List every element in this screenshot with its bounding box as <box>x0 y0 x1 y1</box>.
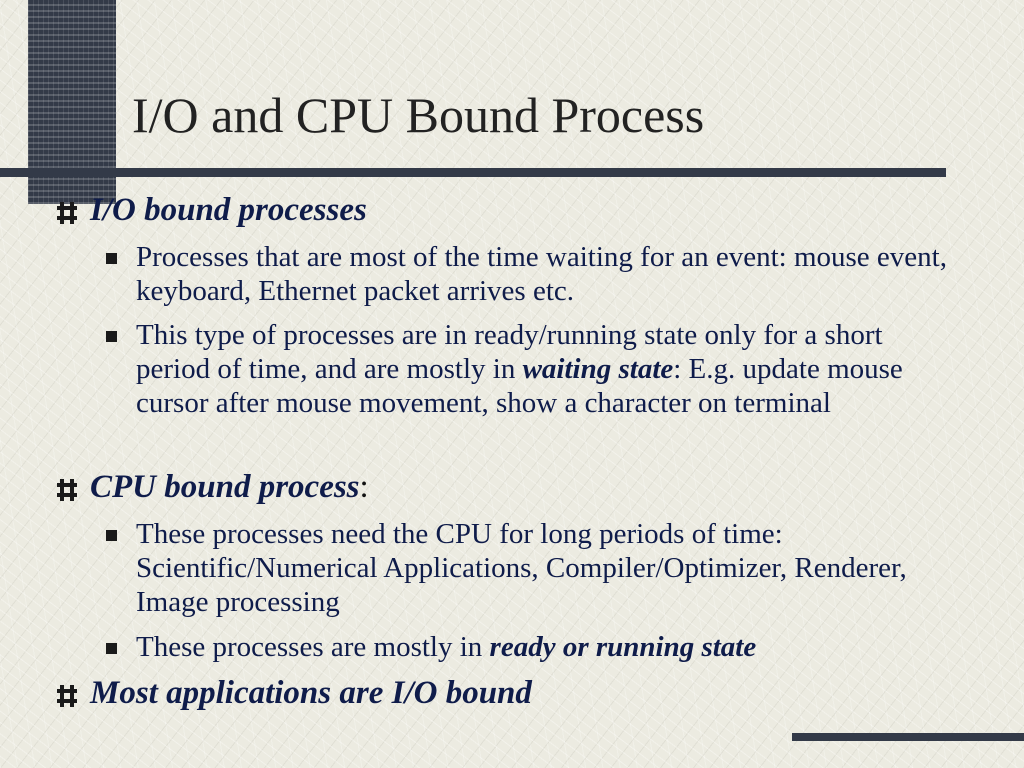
list-item: Processes that are most of the time waiting for an event: mouse event, keyboard, Ethernet packet arrives etc. <box>136 241 947 307</box>
list-item: These processes need the CPU for long periods of time: Scientific/Numerical Applications, Compiler/Optimizer, Renderer, Image processing <box>136 518 907 618</box>
hash-bullet-icon <box>55 684 79 708</box>
list-item: This type of processes are in ready/running state only for a short period of time, and are mostly in waiting state: E.g. update mouse cursor after mouse movement, show a character on terminal <box>136 319 903 419</box>
hash-bullet-icon <box>55 201 79 225</box>
hash-bullet-icon <box>55 478 79 502</box>
list-item: These processes are mostly in ready or running state <box>136 631 757 663</box>
square-bullet-icon <box>106 331 117 342</box>
section-heading-cpu-bound: CPU bound process: <box>90 469 369 505</box>
square-bullet-icon <box>106 253 117 264</box>
square-bullet-icon <box>106 530 117 541</box>
slide-title: I/O and CPU Bound Process <box>132 87 705 143</box>
section-heading-conclusion: Most applications are I/O bound <box>90 675 532 711</box>
square-bullet-icon <box>106 643 117 654</box>
section-heading-io-bound: I/O bound processes <box>90 192 367 228</box>
